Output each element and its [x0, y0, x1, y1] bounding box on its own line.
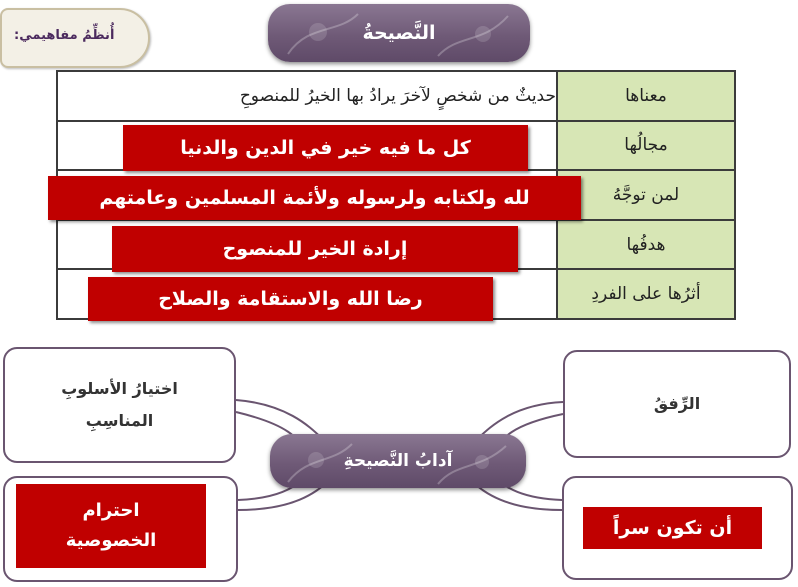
privacy-line-2: الخصوصية — [65, 530, 157, 551]
style-line-1: اختيارُ الأسلوبِ — [61, 379, 178, 398]
audience-label: لمن توجَّهُ — [557, 170, 735, 220]
answer-field: كل ما فيه خير في الدين والدنيا — [123, 125, 528, 171]
answer-audience: لله ولكتابه ولرسوله ولأئمة المسلمين وعامتهم — [48, 176, 581, 220]
etiquette-title: آدابُ النَّصيحةِ — [343, 451, 453, 471]
answer-privacy — [16, 484, 206, 568]
page-title: النَّصيحةُ — [362, 22, 436, 44]
answer-goal: إرادة الخير للمنصوح — [112, 226, 518, 272]
gentleness-text: الرِّفقُ — [653, 394, 701, 413]
style-line-2: المناسِبِ — [85, 411, 154, 430]
badge-label: أُنظِّمُ مفاهيمي: — [14, 28, 115, 43]
answer-effect: رضا الله والاستقامة والصلاح — [88, 277, 493, 321]
privacy-line-1: احترام — [82, 500, 140, 521]
etiquette-box-style — [3, 347, 236, 463]
meaning-value: حديثٌ من شخصٍ لآخرَ يرادُ بها الخيرُ للمنصوحِ — [57, 71, 557, 121]
effect-label: أثرُها على الفردِ — [557, 269, 735, 319]
meaning-label: معناها — [557, 71, 735, 121]
etiquette-box-gentleness — [563, 350, 791, 458]
answer-secret: أن تكون سراً — [583, 507, 762, 549]
field-label: مجالُها — [557, 121, 735, 171]
goal-label: هدفُها — [557, 220, 735, 270]
etiquette-title-pill — [270, 434, 526, 488]
